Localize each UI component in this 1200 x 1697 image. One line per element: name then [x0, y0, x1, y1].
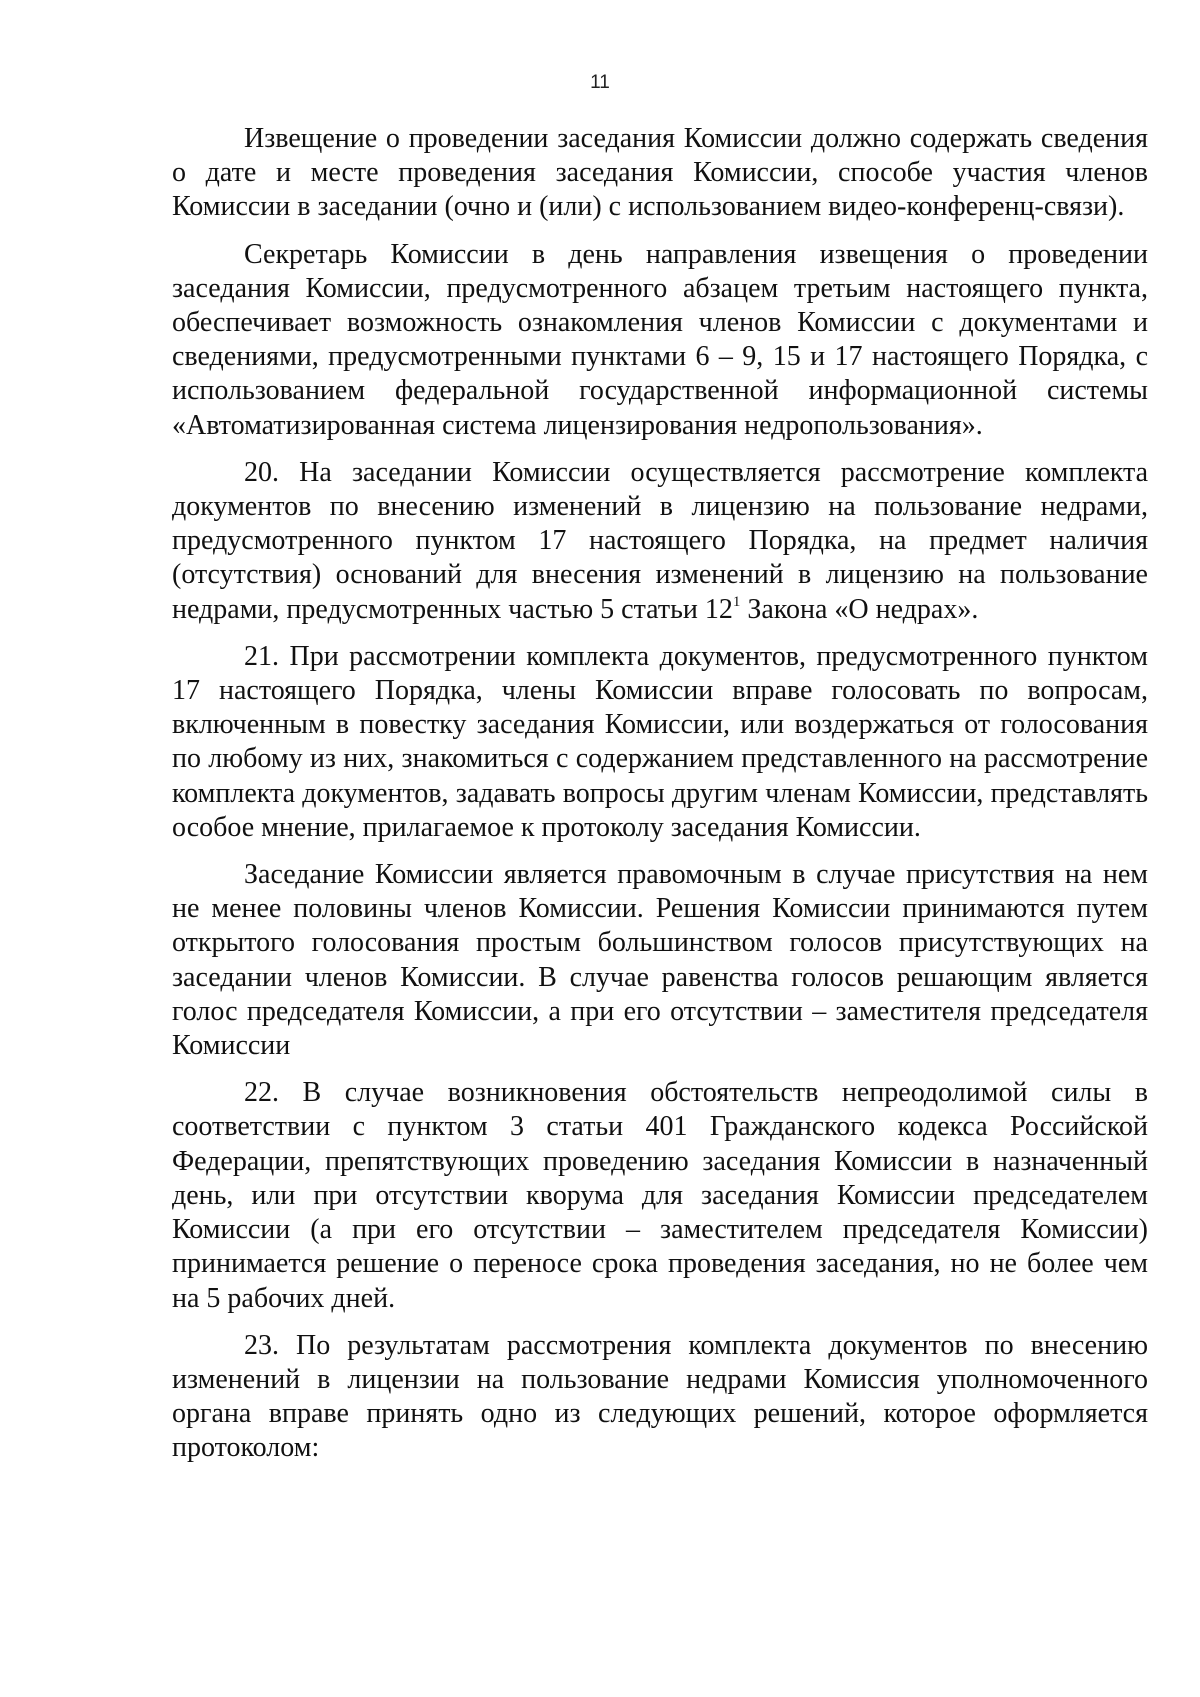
paragraph-clause-23: 23. По результатам рассмотрения комплекта документов по внесению изменений в лицензии на пользование недрами Комиссия уполномоченного органа вправе принять одно из следующих решений, которое оформляется протоколом:	[172, 1329, 1148, 1464]
paragraph-clause-22: 22. В случае возникновения обстоятельств непреодолимой силы в соответствии с пунктом 3 статьи 401 Гражданского кодекса Российской Федерации, препятствующих проведению заседания Комиссии в назначенный день, или при отсутствии кворума для заседания Комиссии председателем Комиссии (а при его отсутствии – заместителем председателя Комиссии) принимается решение о переносе срока проведения заседания, но не более чем на 5 рабочих дней.	[172, 1077, 1148, 1314]
paragraph-meeting-notice: Извещение о проведении заседания Комиссии должно содержать сведения о дате и месте проведения заседания Комиссии, способе участия членов Комиссии в заседании (очно и (или) с использованием видео-конференц-связи).	[172, 123, 1148, 223]
paragraph-clause-20	[172, 456, 1148, 627]
paragraph-secretary-duties: Секретарь Комиссии в день направления извещения о проведении заседания Комиссии, предусмотренного абзацем третьим настоящего пункта, обеспечивает возможность ознакомления членов Комиссии с документами и сведениями, предусмотренными пунктами 6 – 9, 15 и 17 настоящего Порядка, с использованием федеральной государственной информационной системы «Автоматизированная система лицензирования недропользования».	[172, 238, 1148, 441]
page-number: 11	[590, 72, 610, 93]
clause-20-text-end: Закона «О недрах».	[740, 593, 979, 625]
clause-20-superscript: 1	[732, 593, 741, 610]
document-body	[172, 122, 1148, 1479]
clause-20-text: 20. На заседании Комиссии осуществляется рассмотрение комплекта документов по внесению изменений в лицензию на пользование недрами, предусмотренного пунктом 17 настоящего Порядка, на предмет наличия (отсутствия) оснований для внесения изменений в лицензию на пользование недрами, предусмотренных частью 5 статьи 12	[172, 456, 1148, 625]
paragraph-quorum: Заседание Комиссии является правомочным в случае присутствия на нем не менее половины членов Комиссии. Решения Комиссии принимаются путем открытого голосования простым большинством голосов присутствующих на заседании членов Комиссии. В случае равенства голосов решающим является голос председателя Комиссии, а при его отсутствии – заместителя председателя Комиссии	[172, 859, 1148, 1062]
paragraph-clause-21: 21. При рассмотрении комплекта документов, предусмотренного пунктом 17 настоящего Порядка, члены Комиссии вправе голосовать по вопросам, включенным в повестку заседания Комиссии, или воздержаться от голосования по любому из них, знакомиться с содержанием представленного на рассмотрение комплекта документов, задавать вопросы другим членам Комиссии, представлять особое мнение, прилагаемое к протоколу заседания Комиссии.	[172, 640, 1148, 843]
